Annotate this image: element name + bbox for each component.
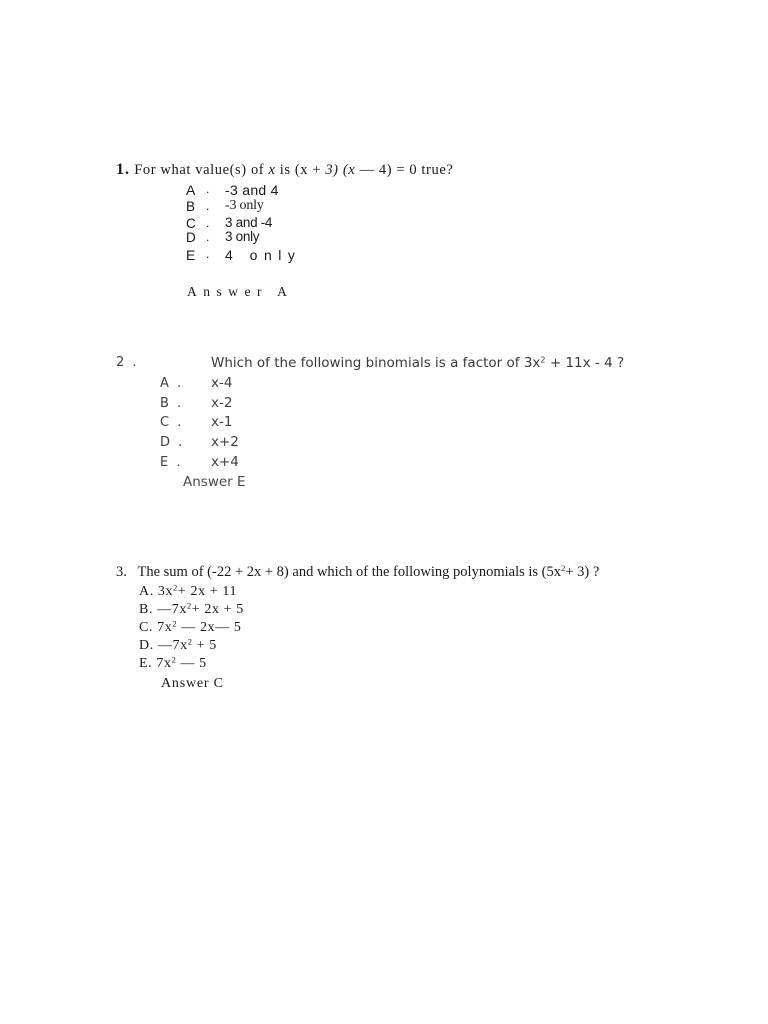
option-text: x+2 — [211, 434, 239, 450]
option-letter: E . — [160, 455, 183, 470]
question-1-text-a: For what value(s) of — [134, 162, 269, 178]
option-exponent: 2 — [171, 655, 177, 665]
question-1-stem — [116, 161, 453, 179]
question-1-option-c-text: 3 and -4 — [225, 215, 273, 230]
question-3-option-b — [139, 602, 244, 618]
option-dot: . — [206, 182, 210, 196]
question-2-text-b: + 11x - 4 ? — [545, 355, 625, 371]
option-letter: B. — [139, 602, 154, 617]
option-term: 7x — [157, 620, 173, 635]
question-3-answer: Answer C — [161, 676, 224, 691]
option-term: 7x — [156, 656, 172, 671]
question-1-option-d-text: 3 only — [225, 229, 260, 244]
option-letter: C. — [139, 620, 154, 635]
question-1-option-b-letter: B — [186, 199, 196, 214]
option-rest: + 2x + 11 — [177, 584, 238, 599]
option-dot: . — [206, 216, 210, 230]
question-1-option-a — [186, 182, 196, 198]
option-text: -3 and 4 — [225, 182, 279, 198]
option-term: 3x — [157, 584, 174, 599]
option-letter: D . — [160, 435, 185, 450]
option-text: x-1 — [211, 414, 233, 430]
option-letter: B . — [160, 396, 184, 411]
option-exponent: 2 — [187, 637, 193, 647]
question-1-option-b-text: -3 only — [225, 198, 264, 213]
question-1-text-b: is (x + — [275, 162, 326, 178]
question-3-exponent: 2 — [561, 563, 566, 574]
question-2-stem — [211, 355, 624, 371]
option-text: x-2 — [211, 395, 233, 411]
question-3-option-a — [139, 584, 237, 600]
option-letter: C . — [160, 415, 184, 430]
option-exponent: 2 — [186, 601, 192, 611]
question-1-text-d: — 4) = 0 true? — [355, 162, 454, 178]
question-3-option-c — [139, 620, 241, 636]
question-1-answer: Answer A — [187, 284, 294, 299]
question-3-text-b: + 3) ? — [565, 564, 600, 580]
question-3-number: 3. — [116, 564, 127, 580]
option-letter: A. — [139, 584, 154, 599]
option-letter: D. — [139, 638, 154, 653]
option-letter: E. — [139, 656, 153, 671]
question-2-exponent: 2 — [540, 354, 546, 365]
question-2-number: 2 . — [116, 355, 139, 370]
option-letter: A . — [160, 376, 184, 391]
option-letter: A — [186, 182, 196, 198]
option-rest: + 2x + 5 — [191, 602, 244, 617]
question-1-text-c: 3) (x — [325, 162, 356, 178]
question-1-option-e-letter: E — [186, 247, 196, 263]
option-text: x-4 — [211, 375, 233, 391]
question-1-option-d-letter: D — [186, 230, 196, 245]
option-dot: . — [206, 247, 210, 261]
option-rest: + 5 — [192, 638, 217, 653]
option-rest: — 5 — [176, 656, 207, 671]
option-term: —7x — [157, 638, 188, 653]
option-exponent: 2 — [172, 619, 178, 629]
option-text: x+4 — [211, 454, 239, 470]
question-2-answer: Answer E — [183, 474, 246, 490]
question-2-text-a: Which of the following binomials is a factor of 3x — [211, 355, 541, 371]
question-3-option-d — [139, 638, 217, 654]
question-3-stem — [116, 564, 599, 581]
question-1-variable: x — [268, 162, 276, 178]
option-dot: . — [206, 199, 210, 213]
question-1-option-c-letter: C — [186, 216, 196, 231]
question-1-number: 1. — [116, 161, 130, 178]
option-exponent: 2 — [173, 583, 178, 593]
option-term: —7x — [157, 602, 187, 617]
option-dot: . — [206, 230, 210, 244]
question-3-option-e — [139, 656, 207, 672]
question-3-text-a: The sum of (-22 + 2x + 8) and which of the following polynomials is (5x — [137, 564, 562, 580]
question-1-option-e-text: 4 only — [225, 247, 302, 263]
option-rest: — 2x— 5 — [177, 620, 242, 635]
